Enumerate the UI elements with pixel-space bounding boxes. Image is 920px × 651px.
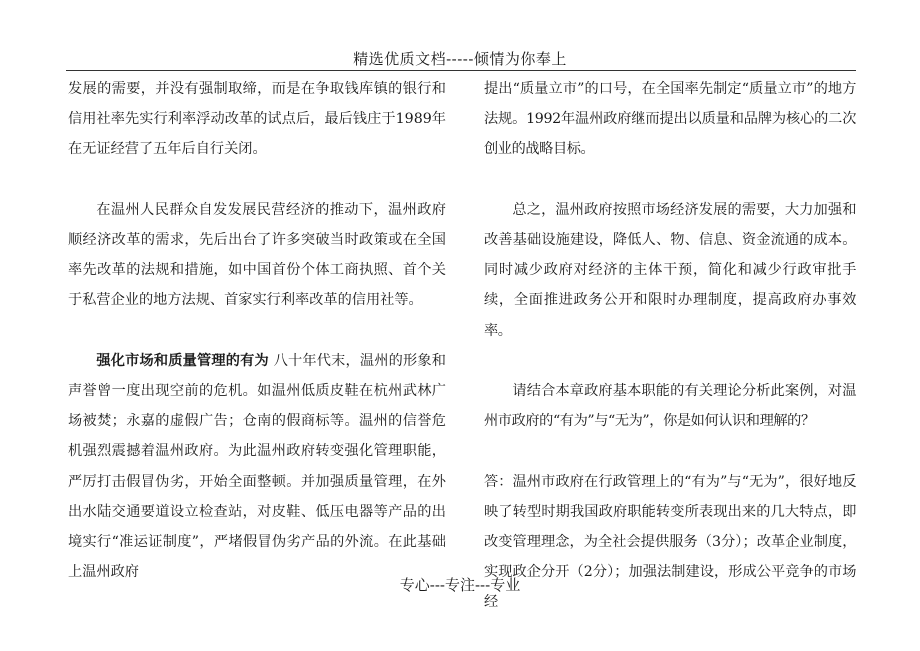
section-heading: 强化市场和质量管理的有为 (96, 352, 269, 369)
right-paragraph-2-text: 总之，温州政府按照市场经济发展的需要，大力加强和改善基础设施建设，降低人、物、信息、资金流通的成本。同时减少政府对经济的主体干预，简化和减少行政审批手续，全面推进政务公开和限时办理制度，提高政府办事效率。 (484, 201, 856, 339)
question-text: 请结合本章政府基本职能的有关理论分析此案例，对温州市政府的“有为”与“无为”，你是如何认识和理解的？ (484, 383, 856, 430)
header-divider (66, 70, 856, 71)
right-paragraph-1 (484, 74, 856, 165)
right-paragraph-1-text: 提出“质量立市”的口号，在全国率先制定“质量立市”的地方法规。1992年温州政府继而提出以质量和品牌为核心的二次创业的战略目标。 (484, 81, 856, 158)
left-paragraph-1 (68, 74, 446, 165)
left-paragraph-3 (68, 346, 446, 588)
left-paragraph-1-text: 发展的需要，并没有强制取缔，而是在争取钱库镇的银行和信用社率先实行利率浮动改革的试点后，最后钱庄于1989年在无证经营了五年后自行关闭。 (68, 81, 446, 158)
left-paragraph-2-text: 在温州人民群众自发发展民营经济的推动下，温州政府顺经济改革的需求，先后出台了许多突破当时政策或在全国率先改革的法规和措施，如中国首份个体工商执照、首个关于私营企业的地方法规、首家实行利率改革的信用社等。 (68, 201, 446, 309)
question-paragraph (484, 376, 856, 436)
right-paragraph-2 (484, 195, 856, 346)
right-column (484, 74, 856, 648)
page-header: 精选优质文档-----倾情为你奉上 (353, 50, 567, 68)
answer-text: 答：温州市政府在行政管理上的“有为”与“无为”，很好地反映了转型时期我国政府职能转变所表现出来的几大特点，即改变管理理念，为全社会提供服务（3分）；改革企业制度，实现政企分开（2分）；加强法制建设，形成公平竞争的市场经 (484, 473, 856, 611)
left-paragraph-2 (68, 195, 446, 316)
page-footer: 专心---专注---专业 (399, 576, 521, 594)
left-paragraph-3-text: 八十年代末，温州的形象和声誉曾一度出现空前的危机。如温州低质皮鞋在杭州武林广场被焚；永嘉的虚假广告；仓南的假商标等。温州的信誉危机强烈震撼着温州政府。为此温州政府转变强化管理职能，严厉打击假冒伪劣，开始全面整顿。并加强质量管理，在外出水陆交通要道设立检查站，对皮鞋、低压电器等产品的出境实行“准运证制度”，严堵假冒伪劣产品的外流。在此基础上温州政府 (68, 352, 446, 581)
left-column (68, 74, 446, 618)
